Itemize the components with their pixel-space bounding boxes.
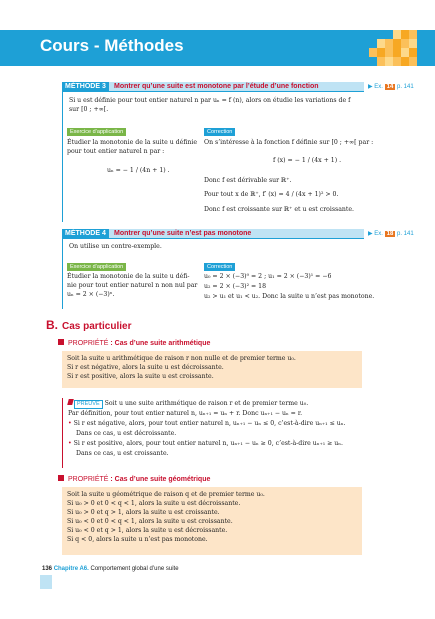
method3-title-bar <box>62 82 364 92</box>
header-banner <box>0 30 435 66</box>
footer-decoration <box>40 575 52 589</box>
property2-line: Si u₀ < 0 et 0 < q < 1, alors la suite u est croissante. <box>67 518 233 525</box>
chapter-label: Chapitre A6. <box>53 566 89 572</box>
proof-line1: PREUVE Soit u une suite arithmétique de raison r et de premier terme u₀. <box>68 399 308 409</box>
page-number: 136 <box>42 566 53 572</box>
method4-box <box>62 239 375 309</box>
method4-correction-line2: u₂ = 2 × (−3)² = 18 <box>204 283 267 290</box>
method3-intro-line2: sur [0 ; +∞[. <box>69 106 109 113</box>
method4-title-bar <box>62 229 364 239</box>
bullet-icon: • <box>68 440 72 447</box>
square-bullet-icon <box>58 475 64 481</box>
method3-box <box>62 92 374 222</box>
property1-heading <box>58 339 210 347</box>
property1-label: PROPRIÉTÉ <box>68 340 109 347</box>
method4-exercise-line2: nie pour tout entier naturel n non nul par <box>67 282 198 289</box>
proof-line5: • Si r est positive, alors, pour tout entier naturel n, uₙ₊₁ − uₙ ≥ 0, c’est-à-dire uₙ₊₁ ≥ uₙ. <box>68 440 343 447</box>
method4-exercise-ref[interactable]: ▶ Ex. 18 p. 141 <box>368 231 414 237</box>
method3-correction-line1: On s’intéresse à la fonction f définie sur [0 ; +∞[ par : <box>204 139 374 146</box>
property1-line: Si r est négative, alors la suite u est décroissante. <box>67 364 224 371</box>
property2-label: PROPRIÉTÉ <box>68 476 109 483</box>
proof-box <box>62 398 362 468</box>
section-b-letter: B. <box>46 318 58 332</box>
property2-title: : Cas d’une suite géométrique <box>110 476 211 483</box>
method4-correction-line3: u₂ > u₁ et u₁ < u₂. Donc la suite u n’est pas monotone. <box>204 293 375 300</box>
method4-intro: On utilise un contre-exemple. <box>69 243 162 250</box>
method3-tag: MÉTHODE 3 <box>62 82 109 92</box>
method3-exercise-ref[interactable]: ▶ Ex. 14 p. 141 <box>368 84 414 90</box>
method3-exercise-line1: Étudier la monotonie de la suite u définie <box>67 139 198 146</box>
method3-correction-formula: f (x) = − 1 / (4x + 1) . <box>273 157 342 164</box>
method3-intro-line1: Si u est définie pour tout entier naturel n par uₙ = f (n), alors on étudie les variations de f <box>69 97 351 104</box>
arrow-right-icon: ▶ <box>368 231 373 237</box>
method4-correction-line1: u₀ = 2 × (−3)⁰ = 2 ; u₁ = 2 × (−3)¹ = −6 <box>204 273 332 280</box>
proof-line4: Dans ce cas, u est décroissante. <box>76 430 177 437</box>
page-title: Cours - Méthodes <box>40 36 184 55</box>
square-bullet-icon <box>58 339 64 345</box>
method4-exercise-line1: Étudier la monotonie de la suite u défi- <box>67 273 190 280</box>
proof-line3: • Si r est négative, alors, pour tout entier naturel n, uₙ₊₁ − uₙ ≤ 0, c’est-à-dire uₙ₊₁ ≤ uₙ. <box>68 420 346 427</box>
method4-tag: MÉTHODE 4 <box>62 229 109 239</box>
chapter-title: Comportement global d’une suite <box>90 566 179 572</box>
property1-box <box>62 351 362 388</box>
property1-title: : Cas d’une suite arithmétique <box>110 340 211 347</box>
pencil-icon <box>67 399 74 405</box>
property2-box <box>62 487 362 555</box>
bullet-icon: • <box>68 420 72 427</box>
property2-line: Si u₀ > 0 et q > 1, alors la suite u est croissante. <box>67 509 220 516</box>
property2-line: Si u₀ < 0 et q > 1, alors la suite u est décroissante. <box>67 527 228 534</box>
property2-heading <box>58 475 210 483</box>
property1-line: Soit la suite u arithmétique de raison r non nulle et de premier terme u₀. <box>67 355 296 362</box>
section-b-title: Cas particulier <box>62 321 132 332</box>
page-footer <box>42 566 179 572</box>
method3-exercise-tag: Exercice d’application <box>67 128 126 136</box>
method4-title: Montrer qu’une suite n’est pas monotone <box>114 230 252 237</box>
method3-correction-line2: Donc f est dérivable sur ℝ⁺. <box>204 177 292 184</box>
proof-line2: Par définition, pour tout entier naturel n, uₙ₊₁ = uₙ + r. Donc uₙ₊₁ − uₙ = r. <box>68 410 303 417</box>
method4-exercise-tag: Exercice d’application <box>67 263 126 271</box>
method4-correction-tag: Correction <box>204 263 235 271</box>
method4-exercise-line3: uₙ = 2 × (−3)ⁿ. <box>67 291 115 298</box>
method3-exercise-line2: pour tout entier naturel n par : <box>67 148 165 155</box>
section-b-heading <box>46 318 131 332</box>
arrow-right-icon: ▶ <box>368 84 373 90</box>
method3-correction-line3: Pour tout x de ℝ⁺, f′ (x) = 4 / (4x + 1)² > 0. <box>204 191 339 198</box>
proof-tag: PREUVE <box>74 400 103 409</box>
method3-correction-tag: Correction <box>204 128 235 136</box>
property2-line: Soit la suite u géométrique de raison q et de premier terme u₀. <box>67 491 265 498</box>
decorative-grid <box>361 30 417 66</box>
property2-line: Si u₀ > 0 et 0 < q < 1, alors la suite u est décroissante. <box>67 500 241 507</box>
method3-correction-line4: Donc f est croissante sur ℝ⁺ et u est croissante. <box>204 206 355 213</box>
proof-line6: Dans ce cas, u est croissante. <box>76 450 169 457</box>
method3-title: Montrer qu’une suite est monotone par l’étude d’une fonction <box>114 83 319 90</box>
method3-exercise-formula: uₙ = − 1 / (4n + 1) . <box>107 167 170 174</box>
property1-line: Si r est positive, alors la suite u est croissante. <box>67 373 214 380</box>
property2-line: Si q < 0, alors la suite u n’est pas monotone. <box>67 536 208 543</box>
